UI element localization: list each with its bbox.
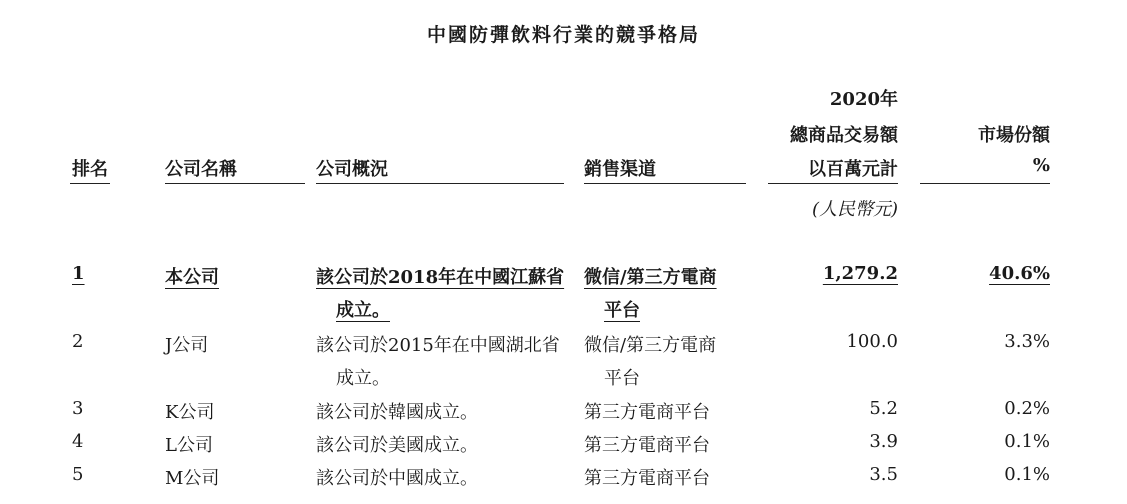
row-channel-line1: 第三方電商平台 bbox=[584, 402, 710, 423]
header-company: 公司名稱 bbox=[165, 159, 237, 180]
header-rule-share bbox=[920, 183, 1050, 184]
header-share-line1: 市場份額 bbox=[978, 125, 1050, 146]
header-rank: 排名 bbox=[72, 159, 108, 180]
row-channel-line1: 微信/第三方電商 bbox=[584, 267, 717, 288]
row-rank: 5 bbox=[72, 464, 84, 485]
header-channel: 銷售渠道 bbox=[584, 159, 656, 180]
row-share: 3.3% bbox=[1004, 331, 1050, 352]
page-title: 中國防彈飲料行業的競爭格局 bbox=[426, 24, 700, 46]
row-overview-line1: 該公司於中國成立。 bbox=[316, 468, 478, 489]
row-rank: 4 bbox=[72, 431, 84, 452]
row-overview-line1: 該公司於韓國成立。 bbox=[316, 402, 478, 423]
row-gmv: 100.0 bbox=[846, 331, 898, 352]
row-overview-line1: 該公司於美國成立。 bbox=[316, 435, 478, 456]
header-gmv-unit: (人民幣元) bbox=[811, 199, 898, 220]
row-company: M公司 bbox=[165, 468, 220, 489]
row-channel-line1: 第三方電商平台 bbox=[584, 435, 710, 456]
row-overview-line2: 成立。 bbox=[336, 300, 390, 321]
row-gmv: 1,279.2 bbox=[822, 263, 898, 284]
row-share: 0.1% bbox=[1004, 464, 1050, 485]
row-share: 0.2% bbox=[1004, 398, 1050, 419]
row-rank: 2 bbox=[72, 331, 84, 352]
header-gmv-line1: 總商品交易額 bbox=[790, 125, 898, 146]
header-overview: 公司概況 bbox=[316, 159, 388, 180]
header-rule-company bbox=[165, 183, 305, 184]
row-share: 40.6% bbox=[989, 263, 1050, 284]
header-share-line2: % bbox=[1032, 155, 1050, 176]
row-channel-line1: 微信/第三方電商 bbox=[584, 335, 717, 356]
row-gmv: 3.9 bbox=[869, 431, 898, 452]
row-company: K公司 bbox=[165, 402, 215, 423]
row-company: L公司 bbox=[165, 435, 213, 456]
header-rule-overview bbox=[316, 183, 564, 184]
row-overview-line1: 該公司於2015年在中國湖北省 bbox=[316, 335, 560, 356]
row-rank: 3 bbox=[72, 398, 84, 419]
row-company: J公司 bbox=[165, 335, 209, 356]
row-overview-line2: 成立。 bbox=[336, 368, 390, 389]
header-gmv-year: 2020年 bbox=[829, 89, 898, 110]
header-rule-channel bbox=[584, 183, 746, 184]
row-company: 本公司 bbox=[165, 267, 219, 288]
row-share: 0.1% bbox=[1004, 431, 1050, 452]
row-rank: 1 bbox=[72, 263, 85, 284]
row-gmv: 5.2 bbox=[869, 398, 898, 419]
row-channel-line1: 第三方電商平台 bbox=[584, 468, 710, 489]
row-channel-line2: 平台 bbox=[604, 300, 640, 321]
row-gmv: 3.5 bbox=[869, 464, 898, 485]
header-rule-rank bbox=[70, 183, 110, 184]
header-rule-gmv bbox=[768, 183, 898, 184]
row-channel-line2: 平台 bbox=[604, 368, 640, 389]
header-gmv-line2: 以百萬元計 bbox=[808, 159, 898, 180]
row-overview-line1: 該公司於2018年在中國江蘇省 bbox=[316, 267, 565, 288]
